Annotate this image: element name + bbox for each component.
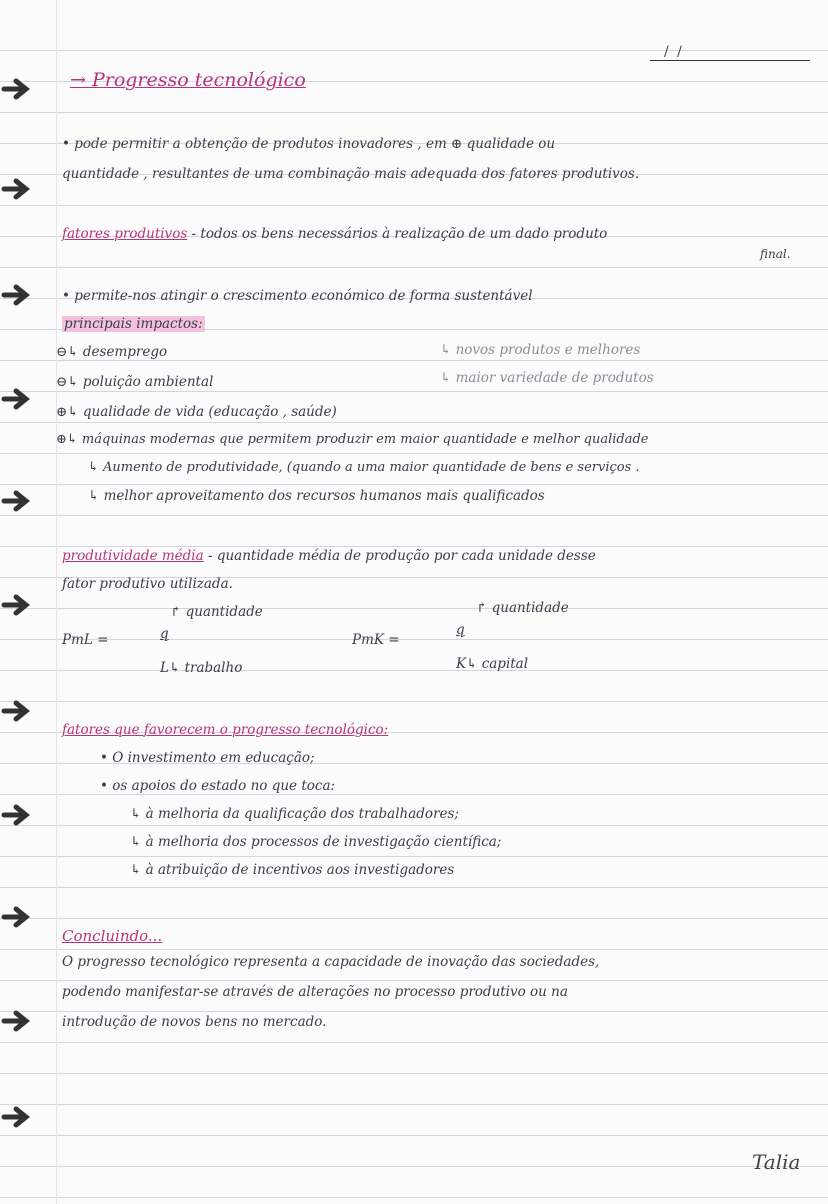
- binder-ring-icon: [0, 484, 40, 518]
- text-line: • pode permitir a obtenção de produtos inovadores , em ⊕ qualidade ou: [62, 136, 556, 152]
- text-line: final.: [760, 247, 791, 261]
- formula-pml: PmL =: [62, 632, 109, 648]
- formula-pmk: PmK =: [352, 632, 400, 648]
- binder-ring-icon: [0, 172, 40, 206]
- text-line: fator produtivo utilizada.: [62, 576, 233, 592]
- list-item: ↳ Aumento de produtividade, (quando a uma maior quantidade de bens e serviços .: [88, 460, 640, 475]
- list-item: ↳ novos produtos e melhores: [440, 342, 641, 358]
- definition-text: - quantidade média de produção por cada unidade desse: [203, 548, 596, 564]
- term-fatores-produtivos: fatores produtivos: [62, 226, 188, 242]
- signature: Talia: [752, 1150, 801, 1174]
- highlighted-text: principais impactos:: [64, 316, 203, 332]
- binder-ring-icon: [0, 1100, 40, 1134]
- list-item: ↳ à melhoria da qualificação dos trabalhadores;: [130, 806, 459, 822]
- binder-ring-icon: [0, 694, 40, 728]
- margin-line: [56, 0, 57, 1204]
- section-heading: fatores que favorecem o progresso tecnológico:: [62, 722, 389, 738]
- formula-numerator: q: [456, 622, 465, 638]
- text-line: • permite-nos atingir o crescimento económico de forma sustentável: [62, 288, 533, 304]
- list-item: ⊖↳ desemprego: [56, 344, 168, 360]
- formula-numerator: q: [160, 626, 169, 642]
- list-item: • O investimento em educação;: [100, 750, 315, 766]
- binder-ring-icon: [0, 1004, 40, 1038]
- term-produtividade-media: produtividade média: [62, 548, 204, 564]
- binder-ring-icon: [0, 798, 40, 832]
- formula-label: ↱ quantidade: [476, 600, 569, 616]
- page-title: → Progresso tecnológico: [70, 69, 306, 91]
- definition-line: [62, 226, 607, 242]
- text-line: podendo manifestar-se através de alterações no processo produtivo ou na: [62, 984, 568, 1000]
- list-item: ⊖↳ poluição ambiental: [56, 374, 214, 390]
- list-item: ⊕↳ máquinas modernas que permitem produzir em maior quantidade e melhor qualidade: [56, 432, 649, 447]
- list-item: ↳ maior variedade de produtos: [440, 370, 654, 386]
- list-item: ↳ à melhoria dos processos de investigação científica;: [130, 834, 502, 850]
- definition-text: - todos os bens necessários à realização de um dado produto: [187, 226, 608, 242]
- list-item: • os apoios do estado no que toca:: [100, 778, 336, 794]
- list-item: ↳ à atribuição de incentivos aos investigadores: [130, 862, 455, 878]
- text-line: introdução de novos bens no mercado.: [62, 1014, 327, 1030]
- binder-ring-icon: [0, 900, 40, 934]
- formula-denominator: K↳ capital: [456, 656, 529, 672]
- binder-ring-icon: [0, 382, 40, 416]
- date-field: / /: [664, 44, 684, 60]
- binder-ring-icon: [0, 72, 40, 106]
- text-line: O progresso tecnológico representa a capacidade de inovação das sociedades,: [62, 954, 600, 970]
- conclusion-heading: Concluindo...: [62, 927, 163, 945]
- definition-line: [62, 548, 596, 564]
- binder-ring-icon: [0, 278, 40, 312]
- binder-ring-icon: [0, 588, 40, 622]
- text-line: quantidade , resultantes de uma combinação mais adequada dos fatores produtivos.: [62, 166, 640, 182]
- impacts-heading: [62, 316, 205, 332]
- formula-label: ↱ quantidade: [170, 604, 263, 620]
- formula-denominator: L↳ trabalho: [160, 660, 243, 676]
- date-underline: [650, 60, 810, 61]
- list-item: ↳ melhor aproveitamento dos recursos humanos mais qualificados: [88, 488, 545, 504]
- list-item: ⊕↳ qualidade de vida (educação , saúde): [56, 404, 337, 420]
